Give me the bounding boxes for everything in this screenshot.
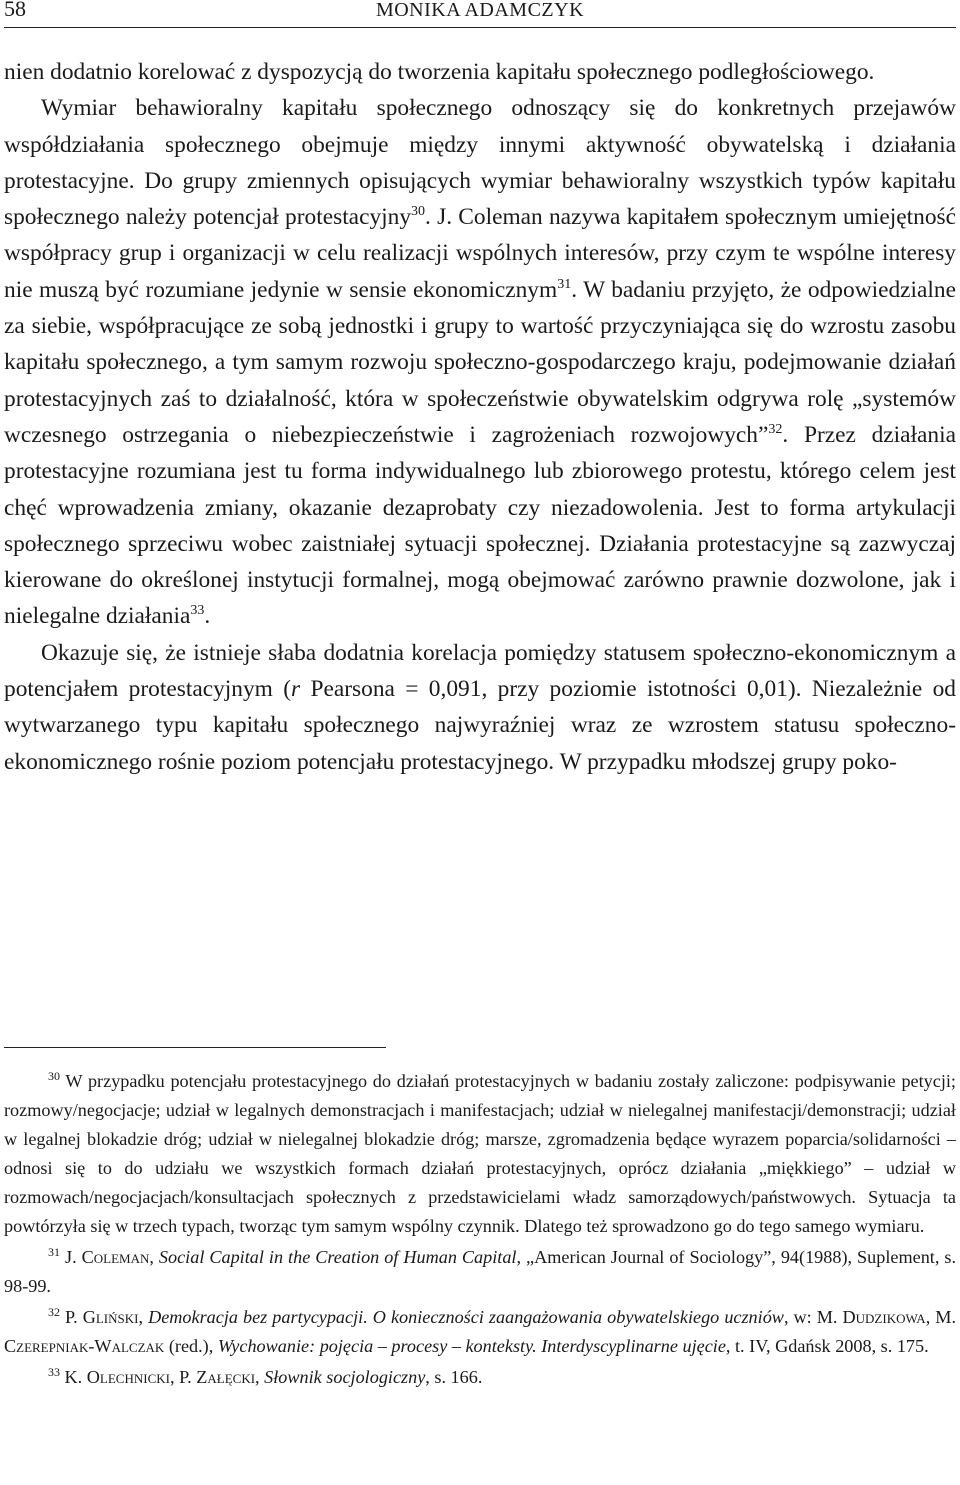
paragraph-text: nien dodatnio korelować z dyspozycją do tworzenia kapitału społecznego podległościowego. (4, 59, 875, 85)
footnote-text: , P. (169, 1367, 197, 1387)
variable-r: r (291, 676, 301, 703)
paragraph-text: . (204, 603, 211, 630)
editor-name: Czerepniak-Walczak (4, 1336, 165, 1356)
footnote-text: , s. 166. (425, 1367, 483, 1387)
footnote-31 (4, 1243, 956, 1301)
page-header (4, 0, 956, 26)
footnote-text: P. (60, 1307, 83, 1327)
footnote-ref-32[interactable]: 32 (768, 421, 783, 437)
footnote-text: (red.), (164, 1336, 218, 1356)
footnote-30 (4, 1067, 956, 1241)
footnote-text: K. (60, 1367, 87, 1387)
paragraph-text: Wymiar behawioralny kapitału społecznego odnoszący się do konkretnych przejawów współdziałania społecznego obejmuje między innymi aktywność obywatelską i działania protestacyjne. Do grupy zmiennych opisujących wymiar behawioralny wszystkich typów kapitału społecznego należy potencjał protestacyjny (4, 95, 956, 231)
work-title: Demokracja bez partycypacji. O konieczności zaangażowania obywatelskiego uczniów (148, 1307, 784, 1327)
footnote-text: , (149, 1247, 159, 1267)
footnote-ref-31[interactable]: 31 (557, 276, 572, 292)
footnote-32 (4, 1303, 956, 1361)
paragraph-1 (4, 54, 956, 90)
paragraph-2 (4, 90, 956, 634)
footnote-text: J. (60, 1247, 82, 1267)
paragraph-text: . Przez działania protestacyjne rozumiana jest tu forma indywidualnego lub zbiorowego protestu, którego celem jest chęć wprowadzenia zmiany, okazanie dezaprobaty czy niezadowolenia. Jest to forma artykulacji społecznego sprzeciwu wobec zaistniałej sytuacji społecznej. Działania protestacyjne są zazwyczaj kierowane do określonej instytucji formalnej, mogą obejmować zarówno prawnie dozwolone, jak i nielegalne działania (4, 421, 956, 630)
work-title: Słownik socjologiczny (264, 1367, 426, 1387)
footnote-number: 32 (48, 1305, 60, 1319)
footnote-number: 31 (48, 1245, 60, 1259)
paragraph-text: Pearsona = 0,091, przy poziomie istotności 0,01). Niezależnie od wytwarzanego typu kapitału społecznego najwyraźniej wraz ze wzrostem statusu społeczno-ekonomicznego rośnie poziom potencjału protestacyjnego. W przypadku młodszej grupy poko- (4, 676, 957, 775)
footnote-number: 30 (48, 1069, 60, 1083)
footnote-ref-30[interactable]: 30 (411, 204, 426, 220)
author-name: Gliński (82, 1307, 139, 1327)
footnote-text: , M. (925, 1307, 957, 1327)
footnote-text: W przypadku potencjału protestacyjnego do działań protestacyjnych w badaniu zostały zaliczone: podpisywanie petycji; rozmowy/negocjacje; udział w legalnych demonstracjach i manifestacjach; udział w nielegalnej manifestacji/demonstracji; udział w legalnej blokadzie dróg; udział w nielegalnej blokadzie dróg; marsze, zgromadzenia będące wyrazem poparcia/solidarności – odnosi się to do udziału we wszystkich formach działań protestacyjnych, oprócz działania „miękkiego” – udział w rozmowach/negocjacjach/konsultacjach społecznych z przedstawicielami władz samorządowych/państwowych. Sytuacja ta powtórzyła się w trzech typach, tworząc tym samym wspólny czynnik. Dlatego też sprowadzono go do tego samego wymiaru. (4, 1071, 956, 1236)
paragraph-3 (4, 635, 956, 780)
running-head: MONIKA ADAMCZYK (375, 0, 585, 21)
author-name: Załęcki (196, 1367, 256, 1387)
footnotes (4, 1067, 956, 1392)
footnote-ref-33[interactable]: 33 (190, 603, 205, 619)
header-rule (4, 27, 956, 28)
footnote-33 (4, 1363, 956, 1392)
footnote-text: , w: M. (783, 1307, 843, 1327)
footnote-text: , (138, 1307, 149, 1327)
paragraph-text: Okazuje się, że istnieje słaba dodatnia korelacja pomiędzy statusem społeczno-ekonomicznym a potencjałem protestacyjnym ( (4, 639, 956, 703)
footnote-rule (4, 1047, 386, 1048)
work-title: Social Capital in the Creation of Human Capital (158, 1247, 517, 1267)
page-number: 58 (4, 0, 26, 21)
book-title: Wychowanie: pojęcia – procesy – konteksty. Interdyscyplinarne ujęcie (217, 1336, 726, 1356)
main-text (4, 54, 956, 780)
author-name: Coleman (81, 1247, 150, 1267)
author-name: Olechnicki (86, 1367, 170, 1387)
footnote-text: , „American Journal of Sociology”, 94(1988), Suplement, s. 98-99. (4, 1247, 957, 1296)
footnote-number: 33 (48, 1365, 60, 1379)
footnote-text: , (255, 1367, 265, 1387)
editor-name: Dudzikowa (842, 1307, 926, 1327)
paragraph-text: . W badaniu przyjęto, że odpowiedzialne za siebie, współpracujące ze sobą jednostki i grupy to wartość przyczyniająca się do wzrostu zasobu kapitału społecznego, a tym samym rozwoju społeczno-gospodarczego kraju, podejmowanie działań protestacyjnych zaś to działalność, która w społeczeństwie obywatelskim odgrywa rolę „systemów wczesnego ostrzegania o niebezpieczeństwie i zagrożeniach rozwojowych” (4, 276, 956, 448)
paragraph-text: . J. Coleman nazywa kapitałem społecznym umiejętność współpracy grup i organizacji w celu realizacji wspólnych interesów, przy czym te wspólne interesy nie muszą być rozumiane jedynie w sensie ekonomicznym (4, 204, 957, 303)
footnote-text: , t. IV, Gdańsk 2008, s. 175. (725, 1336, 929, 1356)
